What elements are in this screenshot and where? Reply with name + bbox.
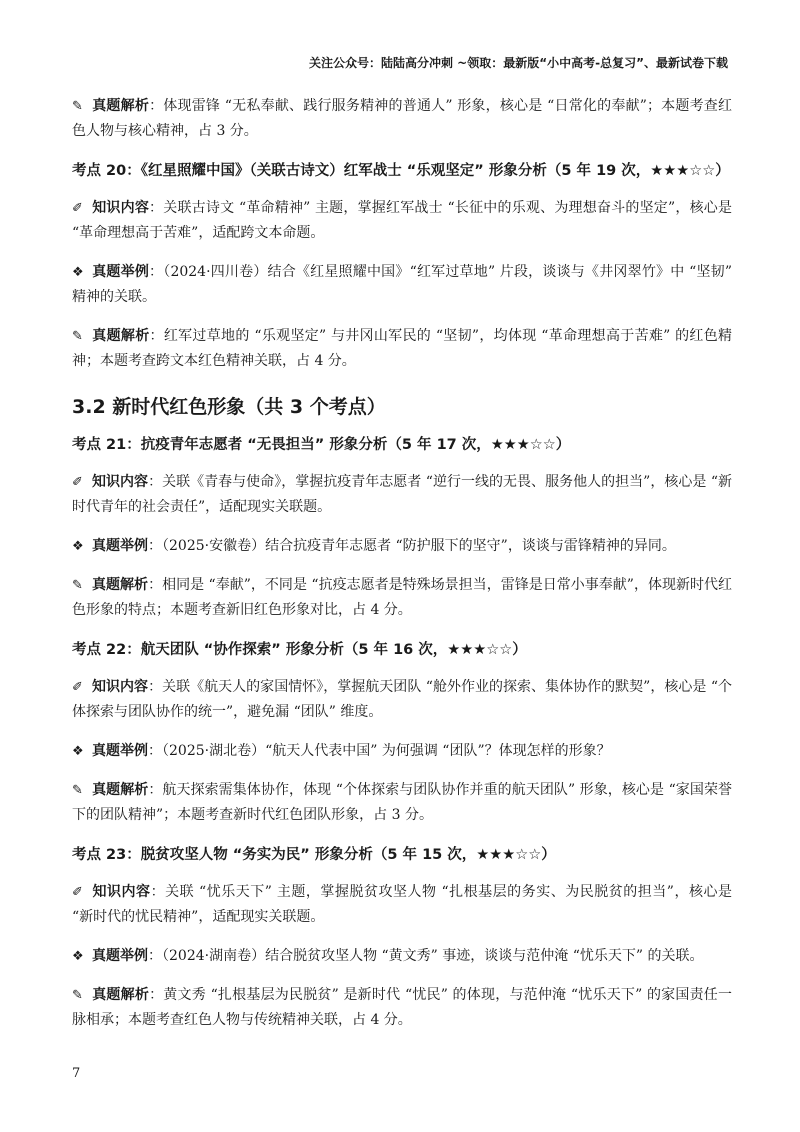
kp22-knowledge [72,675,732,725]
pencil-icon: ✐ [72,680,83,695]
knowledge-text: ：关联古诗文 “革命精神” 主题，掌握红军战士 “长征中的乐观、为理想奋斗的坚定”，核心是 “革命理想高于苦难”，适配跨文本命题。 [72,200,732,241]
example-text: ：（2025·安徽卷）结合抗疫青年志愿者 “防护服下的坚守”，谈谈与雷锋精神的异同。 [148,538,676,554]
knowledge-label: 知识内容 [92,884,151,900]
kp21-title: 考点 21：抗疫青年志愿者 “无畏担当” 形象分析（5 年 17 次，★★★☆☆） [72,437,571,453]
example-label: 真题举例 [92,538,148,554]
kp20-analysis [72,324,732,374]
analysis-text: ：体现雷锋 “无私奉献、践行服务精神的普通人” 形象，核心是 “日常化的奉献”；本题考查红色人物与核心精神，占 3 分。 [72,98,733,139]
kp22-example [72,739,732,764]
knowledge-label: 知识内容 [92,200,150,216]
analysis-text: ：相同是 “奉献”，不同是 “抗疫志愿者是特殊场景担当，雷锋是日常小事奉献”，体现新时代红色形象的特点；本题考查新旧红色形象对比，占 4 分。 [72,577,733,618]
example-text: ：（2024·湖南卷）结合脱贫攻坚人物 “黄文秀” 事迹，谈谈与范仲淹 “忧乐天下” 的关联。 [148,948,704,964]
kp21-knowledge [72,470,732,520]
knowledge-text: ：关联《航天人的家国情怀》，掌握航天团队 “舱外作业的探索、集体协作的默契”，核心是 “个体探索与团队协作的统一”，避免漏 “团队” 维度。 [72,679,733,720]
page-content [72,94,732,1047]
diamond-icon: ❖ [72,265,84,280]
analysis-text: ：黄文秀 “扎根基层为民脱贫” 是新时代 “忧民” 的体现，与范仲淹 “忧乐天下” 的家国责任一脉相承；本题考查红色人物与传统精神关联，占 4 分。 [72,987,732,1028]
kp20-title: 考点 20：《红星照耀中国》（关联古诗文）红军战士 “乐观坚定” 形象分析（5 年 19 次，★★★☆☆） [72,163,730,179]
kp23-title: 考点 23：脱贫攻坚人物 “务实为民” 形象分析（5 年 15 次，★★★☆☆） [72,847,556,863]
page-header: 关注公众号：陆陆高分冲刺 ~领取：最新版“小中高考-总复习”、最新试卷下载 [309,56,728,70]
example-label: 真题举例 [92,264,150,280]
analysis-label: 真题解析 [92,328,150,344]
knowledge-label: 知识内容 [92,679,149,695]
pencil-icon: ✎ [72,988,83,1003]
diamond-icon: ❖ [72,539,84,554]
pencil-icon: ✎ [72,329,83,344]
analysis-text: ：红军过草地的 “乐观坚定” 与井冈山军民的 “坚韧”，均体现 “革命理想高于苦难” 的红色精神；本题考查跨文本红色精神关联，占 4 分。 [72,328,732,369]
analysis-label: 真题解析 [92,98,150,114]
knowledge-text: ：关联《青春与使命》，掌握抗疫青年志愿者 “逆行一线的无畏、服务他人的担当”，核心是 “新时代青年的社会责任”，适配现实关联题。 [72,474,733,515]
kp21-example [72,534,732,559]
knowledge-text: ：关联 “忧乐天下” 主题，掌握脱贫攻坚人物 “扎根基层的务实、为民脱贫的担当”，核心是 “新时代的忧民精神”，适配现实关联题。 [72,884,733,925]
kp20-knowledge [72,196,732,246]
kp21-analysis [72,573,732,623]
analysis-text: ：航天探索需集体协作，体现 “个体探索与团队协作并重的航天团队” 形象，核心是 “家国荣誉下的团队精神”；本题考查新时代红色团队形象，占 3 分。 [72,782,733,823]
kp22-title: 考点 22：航天团队 “协作探索” 形象分析（5 年 16 次，★★★☆☆） [72,642,527,658]
intro-analysis [72,94,732,144]
example-text: ：（2024·四川卷）结合《红星照耀中国》“红军过草地” 片段，谈谈与《井冈翠竹》中 “坚韧” 精神的关联。 [72,264,733,305]
section-title: 3.2 新时代红色形象（共 3 个考点） [72,396,386,418]
example-text: ：（2025·湖北卷）“航天人代表中国” 为何强调 “团队”？体现怎样的形象？ [148,743,611,759]
example-label: 真题举例 [92,948,148,964]
analysis-label: 真题解析 [92,577,149,593]
pencil-icon: ✐ [72,885,83,900]
pencil-icon: ✐ [72,201,83,216]
pencil-icon: ✎ [72,783,83,798]
analysis-label: 真题解析 [92,782,149,798]
diamond-icon: ❖ [72,744,84,759]
pencil-icon: ✐ [72,475,83,490]
kp23-knowledge [72,880,732,930]
kp23-example [72,944,732,969]
kp22-analysis [72,778,732,828]
page-number: 7 [72,1066,81,1081]
pencil-icon: ✎ [72,99,83,114]
knowledge-label: 知识内容 [92,474,149,490]
example-label: 真题举例 [92,743,148,759]
kp20-example [72,260,732,310]
analysis-label: 真题解析 [92,987,150,1003]
kp23-analysis [72,983,732,1033]
pencil-icon: ✎ [72,578,83,593]
diamond-icon: ❖ [72,949,84,964]
